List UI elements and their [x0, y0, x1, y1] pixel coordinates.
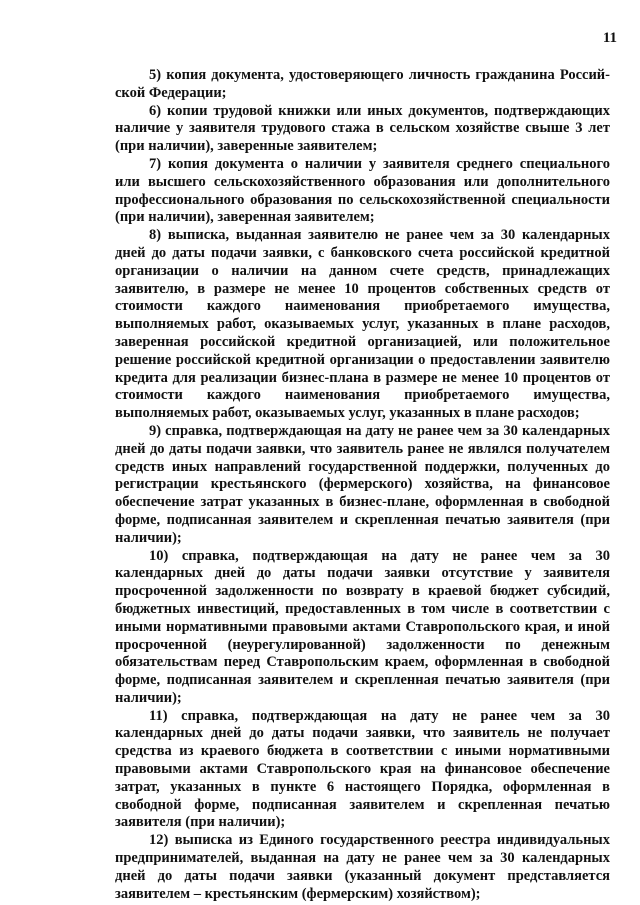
list-item-6: 6) копии трудовой книжки или иных документов, подтверждающих наличие у заявителя трудового стажа в сельском хозяйстве свыше 3 лет (при наличии), заверенные заявителем;: [115, 102, 610, 155]
list-item-8: 8) выписка, выданная заявителю не ранее чем за 30 календарных дней до даты подачи заявки, с банковского счета российской кредитной организации о наличии на данном счете средств, принадлежащих заявителю, в размере не менее 10 процентов собственных средств от стоимости каждого наименования приобретаемого имущества, выполняемых работ, оказываемых услуг, указанных в плане расходов, заверенная российской кредитной организацией, или положительное решение российской кредитной организации о предоставлении заявителю кредита для реализации бизнес-плана в размере не менее 10 процентов от стоимости каждого наименования приобретаемого имущества, выполняемых работ, оказываемых услуг, указанных в плане расходов;: [115, 227, 610, 422]
list-item-10: 10) справка, подтверждающая на дату не ранее чем за 30 календарных дней до даты подачи заявки отсутствие у заявителя просроченной задолженности по возврату в краевой бюджет субсидий, бюджетных инвестиций, предоставленных в том числе в соответствии с иными нормативными правовыми актами Ставропольского края, и иной просроченной (неурегулированной) задолженности по денежным обязательствам перед Ставропольским краем, оформленная в свободной форме, подписанная заявителем и скрепленная печатью заявителя (при наличии);: [115, 547, 610, 706]
list-item-9: 9) справка, подтверждающая на дату не ранее чем за 30 календарных дней до даты подачи заявки, что заявитель ранее не являлся получателем средств иных направлений государственной поддержки, полученных до регистрации крестьянского (фермерского) хозяйства, на финансовое обеспечение затрат указанных в бизнес-плане, оформленная в свободной форме, подписанная заявителем и скрепленная печатью заявителя (при наличии);: [115, 422, 610, 546]
document-body: [115, 67, 610, 903]
page-number: 11: [602, 30, 617, 46]
list-item-11: 11) справка, подтверждающая на дату не ранее чем за 30 календарных дней до даты подачи заявки, что заявитель не получает средства из краевого бюджета в соответствии с иными нормативными правовыми актами Ставропольского края на финансовое обеспечение затрат, указанных в пункте 6 настоящего Порядка, оформленная в свободной форме, подписанная заявителем и скрепленная печатью заявителя (при наличии);: [115, 707, 610, 831]
list-item-12: 12) выписка из Единого государственного реестра индивидуальных предпринимателей, выданная на дату не ранее чем за 30 календарных дней до даты подачи заявки (указанный документ представляется заявителем – крестьянским (фермерским) хозяйством);: [115, 832, 610, 902]
list-item-5: 5) копия документа, удостоверяющего личность гражданина Российской Федерации;: [115, 67, 610, 101]
list-item-7: 7) копия документа о наличии у заявителя среднего специального или высшего сельскохозяйственного образования или дополнительного профессионального образования по сельскохозяйственной специальности (при наличии), заверенная заявителем;: [115, 155, 610, 226]
